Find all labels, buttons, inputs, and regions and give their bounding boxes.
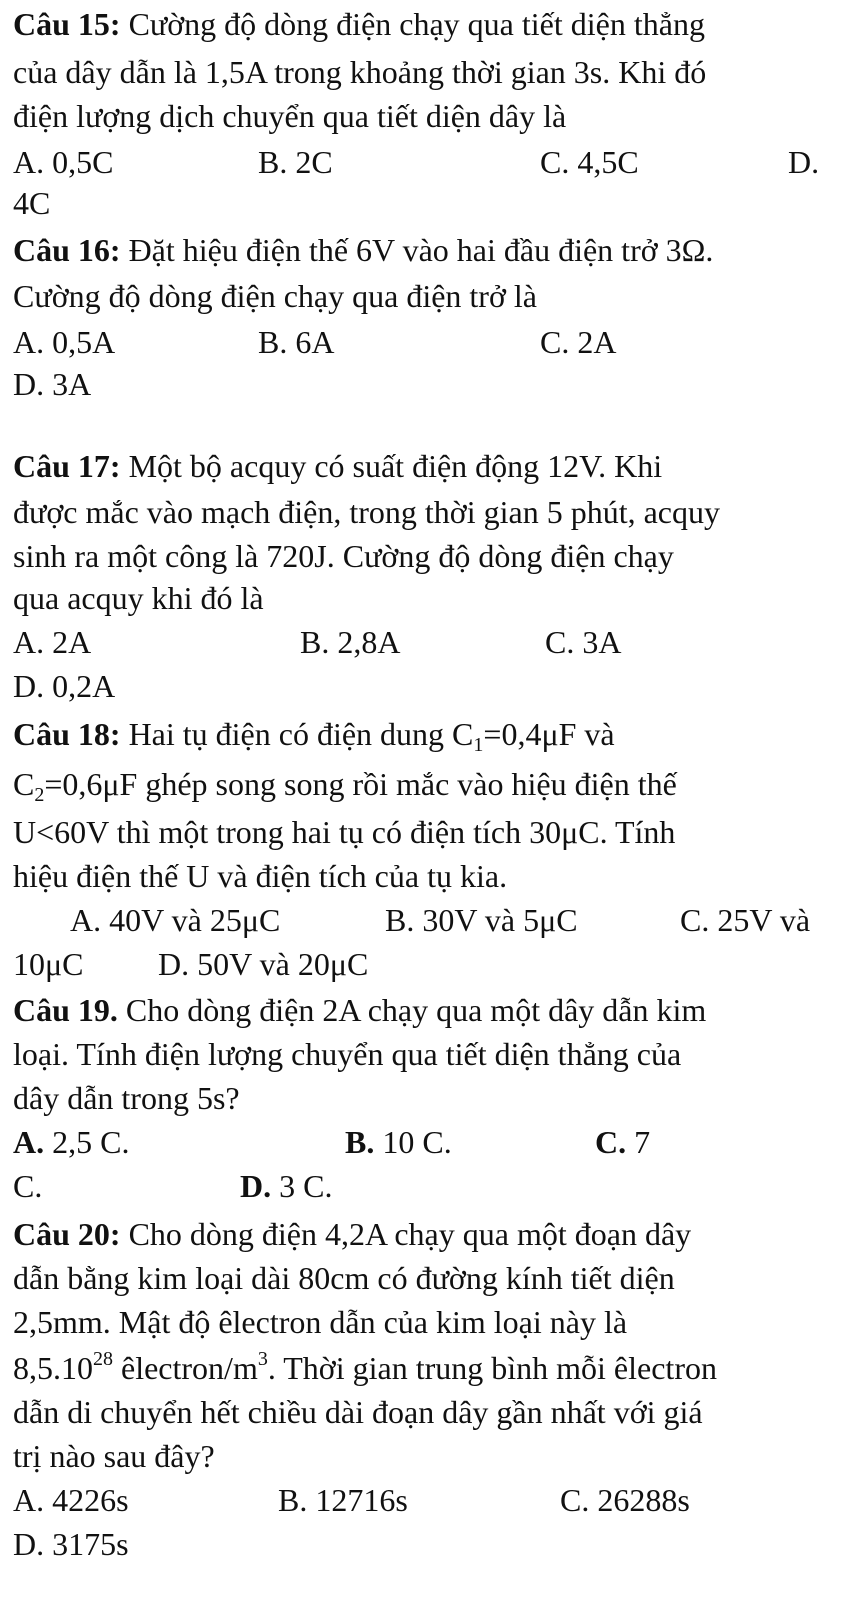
q19-option-d: D. 3 C. <box>240 1168 333 1204</box>
q20-line2: dẫn bằng kim loại dài 80cm có đường kính tiết diện <box>13 1260 675 1296</box>
q17-line2: được mắc vào mạch điện, trong thời gian 5 phút, acquy <box>13 494 720 530</box>
q20-option-a: A. 4226s <box>13 1482 129 1518</box>
q19-option-c: C. 7 <box>595 1124 651 1160</box>
q20-line6: trị nào sau đây? <box>13 1438 215 1474</box>
q17-line1: Câu 17: Một bộ acquy có suất điện động 12V. Khi <box>13 448 663 484</box>
q17-label: Câu 17: <box>13 448 121 484</box>
q20-line1: Câu 20: Cho dòng điện 4,2A chạy qua một đoạn dây <box>13 1216 692 1252</box>
q18-option-d: D. 50V và 20μC <box>158 946 369 982</box>
q16-option-c: C. 2A <box>540 324 617 360</box>
q20-line3: 2,5mm. Mật độ êlectron dẫn của kim loại này là <box>13 1304 628 1340</box>
q15-line1: Câu 15: Cường độ dòng điện chạy qua tiết diện thẳng <box>13 6 705 42</box>
q16-option-b: B. 6A <box>258 324 335 360</box>
q20-label: Câu 20: <box>13 1216 121 1252</box>
q20-option-c: C. 26288s <box>560 1482 690 1518</box>
q19-line1: Câu 19. Cho dòng điện 2A chạy qua một dây dẫn kim <box>13 992 707 1028</box>
q15-line2: của dây dẫn là 1,5A trong khoảng thời gian 3s. Khi đó <box>13 54 707 90</box>
q17-option-b: B. 2,8A <box>300 624 401 660</box>
q15-option-c: C. 4,5C <box>540 144 639 180</box>
q16-option-a: A. 0,5A <box>13 324 116 360</box>
q16-label: Câu 16: <box>13 232 121 268</box>
q19-label: Câu 19. <box>13 992 118 1028</box>
q18-option-c: C. 25V và <box>680 902 811 938</box>
q15-line3: điện lượng dịch chuyển qua tiết diện dây là <box>13 98 567 134</box>
q20-line5: dẫn di chuyển hết chiều dài đoạn dây gần nhất với giá <box>13 1394 703 1430</box>
q19-option-c-unit: C. <box>13 1168 43 1204</box>
q17-option-a: A. 2A <box>13 624 92 660</box>
q17-option-d: D. 0,2A <box>13 668 116 704</box>
q19-line2: loại. Tính điện lượng chuyển qua tiết diện thẳng của <box>13 1036 682 1072</box>
q18-option-b: B. 30V và 5μC <box>385 902 578 938</box>
q20-line4: 8,5.10$^{28}$ êlectron/$m^3$. Thời gian trung bình mỗi êlectron <box>13 1348 717 1386</box>
q18-option-c-value: 10μC <box>13 946 84 982</box>
q17-option-c: C. 3A <box>545 624 622 660</box>
q20-option-d: D. 3175s <box>13 1526 129 1562</box>
q16-option-d: D. 3A <box>13 366 92 402</box>
q18-line3: U<60V thì một trong hai tụ có điện tích 30μC. Tính <box>13 814 676 850</box>
q15-option-d-value: 4C <box>13 185 51 221</box>
q15-option-d: D. <box>788 144 820 180</box>
q18-line4: hiệu điện thế U và điện tích của tụ kia. <box>13 858 508 894</box>
q19-option-a: A. 2,5 C. <box>13 1124 130 1160</box>
q19-option-b: B. 10 C. <box>345 1124 452 1160</box>
q18-line1: Câu 18: Hai tụ điện có điện dung $C_1=0,4\mu F$ và <box>13 716 615 756</box>
q18-label: Câu 18: <box>13 716 121 752</box>
q19-line3: dây dẫn trong 5s? <box>13 1080 240 1116</box>
q15-option-b: B. 2C <box>258 144 333 180</box>
q17-line4: qua acquy khi đó là <box>13 580 264 616</box>
q16-line1: Câu 16: Đặt hiệu điện thế 6V vào hai đầu điện trở 3Ω. <box>13 232 714 268</box>
q20-option-b: B. 12716s <box>278 1482 408 1518</box>
q15-option-a: A. 0,5C <box>13 144 114 180</box>
q18-option-a: A. 40V và 25μC <box>70 902 281 938</box>
q18-line2: $C_2=0,6\mu F$ ghép song song rồi mắc vào hiệu điện thế <box>13 766 677 806</box>
q15-label: Câu 15: <box>13 6 121 42</box>
q17-line3: sinh ra một công là 720J. Cường độ dòng điện chạy <box>13 538 674 574</box>
q16-line2: Cường độ dòng điện chạy qua điện trở là <box>13 278 537 314</box>
